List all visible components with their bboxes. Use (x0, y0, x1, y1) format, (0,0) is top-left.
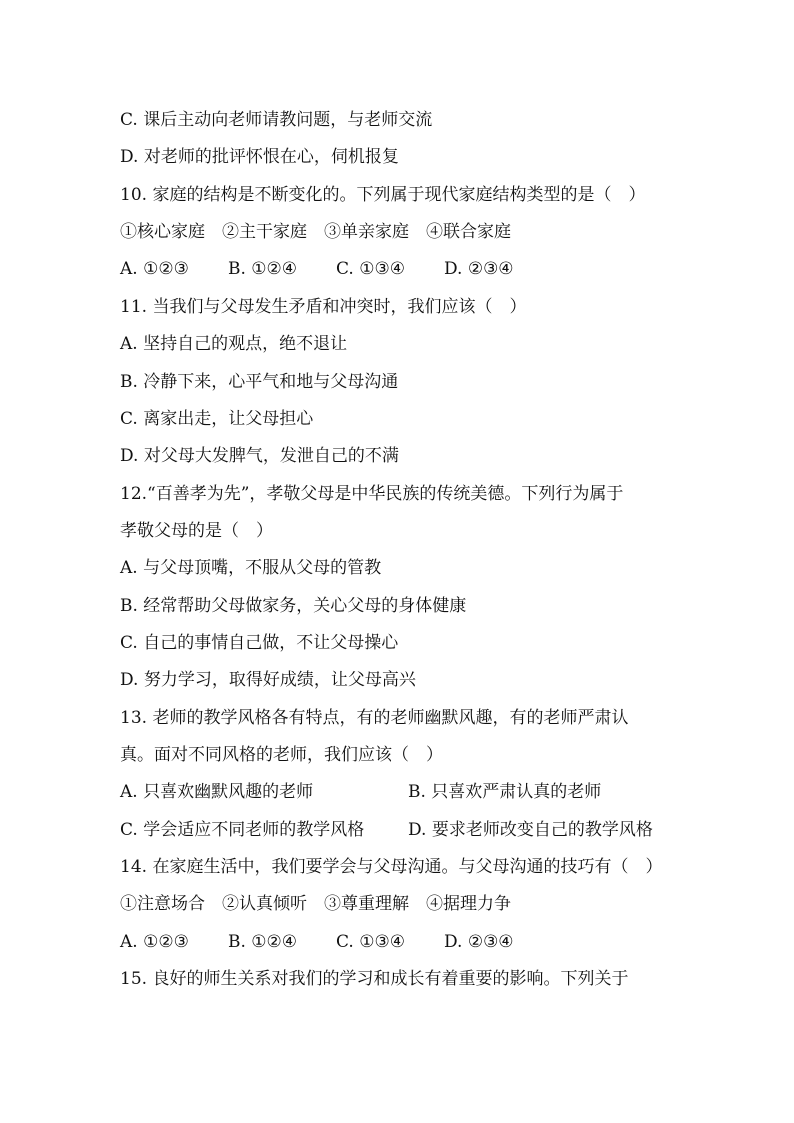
q13-option-b: B. 只喜欢严肃认真的老师 (408, 782, 602, 802)
q10-option-b: B. ①②④ (228, 259, 298, 279)
q10-option-a: A. ①②③ (120, 259, 189, 279)
q14-stem: 14. 在家庭生活中，我们要学会与父母沟通。与父母沟通的技巧有（ ） (120, 857, 663, 877)
q13-stem-line1: 13. 老师的教学风格各有特点，有的老师幽默风趣，有的老师严肃认 (120, 708, 629, 728)
q11-option-b: B. 冷静下来，心平气和地与父母沟通 (120, 372, 399, 392)
q10-items: ①核心家庭 ②主干家庭 ③单亲家庭 ④联合家庭 (120, 222, 511, 242)
q14-option-a: A. ①②③ (120, 932, 189, 952)
q11-option-a: A. 坚持自己的观点，绝不退让 (120, 334, 348, 354)
q10-option-c: C. ①③④ (336, 259, 405, 279)
q12-option-c: C. 自己的事情自己做，不让父母操心 (120, 633, 399, 653)
q9-option-d: D. 对老师的批评怀恨在心，伺机报复 (120, 147, 399, 167)
q11-stem: 11. 当我们与父母发生矛盾和冲突时，我们应该（ ） (120, 297, 527, 317)
q12-option-a: A. 与父母顶嘴，不服从父母的管教 (120, 558, 382, 578)
q14-option-c: C. ①③④ (336, 932, 405, 952)
q14-items: ①注意场合 ②认真倾听 ③尊重理解 ④据理力争 (120, 894, 511, 914)
q13-stem-line2: 真。面对不同风格的老师，我们应该（ ） (120, 745, 443, 765)
q15-stem-line1: 15. 良好的师生关系对我们的学习和成长有着重要的影响。下列关于 (120, 969, 629, 989)
q12-option-d: D. 努力学习，取得好成绩，让父母高兴 (120, 670, 416, 690)
q13-option-c: C. 学会适应不同老师的教学风格 (120, 820, 365, 840)
q12-option-b: B. 经常帮助父母做家务，关心父母的身体健康 (120, 596, 467, 616)
q12-stem-line2: 孝敬父母的是（ ） (120, 521, 273, 541)
q11-option-c: C. 离家出走，让父母担心 (120, 409, 314, 429)
q10-option-d: D. ②③④ (444, 259, 514, 279)
q13-option-a: A. 只喜欢幽默风趣的老师 (120, 782, 314, 802)
q10-stem: 10. 家庭的结构是不断变化的。下列属于现代家庭结构类型的是（ ） (120, 185, 646, 205)
q12-stem-line1: 12.“百善孝为先”，孝敬父母是中华民族的传统美德。下列行为属于 (120, 484, 624, 504)
q14-option-d: D. ②③④ (444, 932, 514, 952)
q13-option-d: D. 要求老师改变自己的教学风格 (408, 820, 653, 840)
q14-option-b: B. ①②④ (228, 932, 298, 952)
q11-option-d: D. 对父母大发脾气，发泄自己的不满 (120, 446, 399, 466)
q9-option-c: C. 课后主动向老师请教问题，与老师交流 (120, 110, 433, 130)
